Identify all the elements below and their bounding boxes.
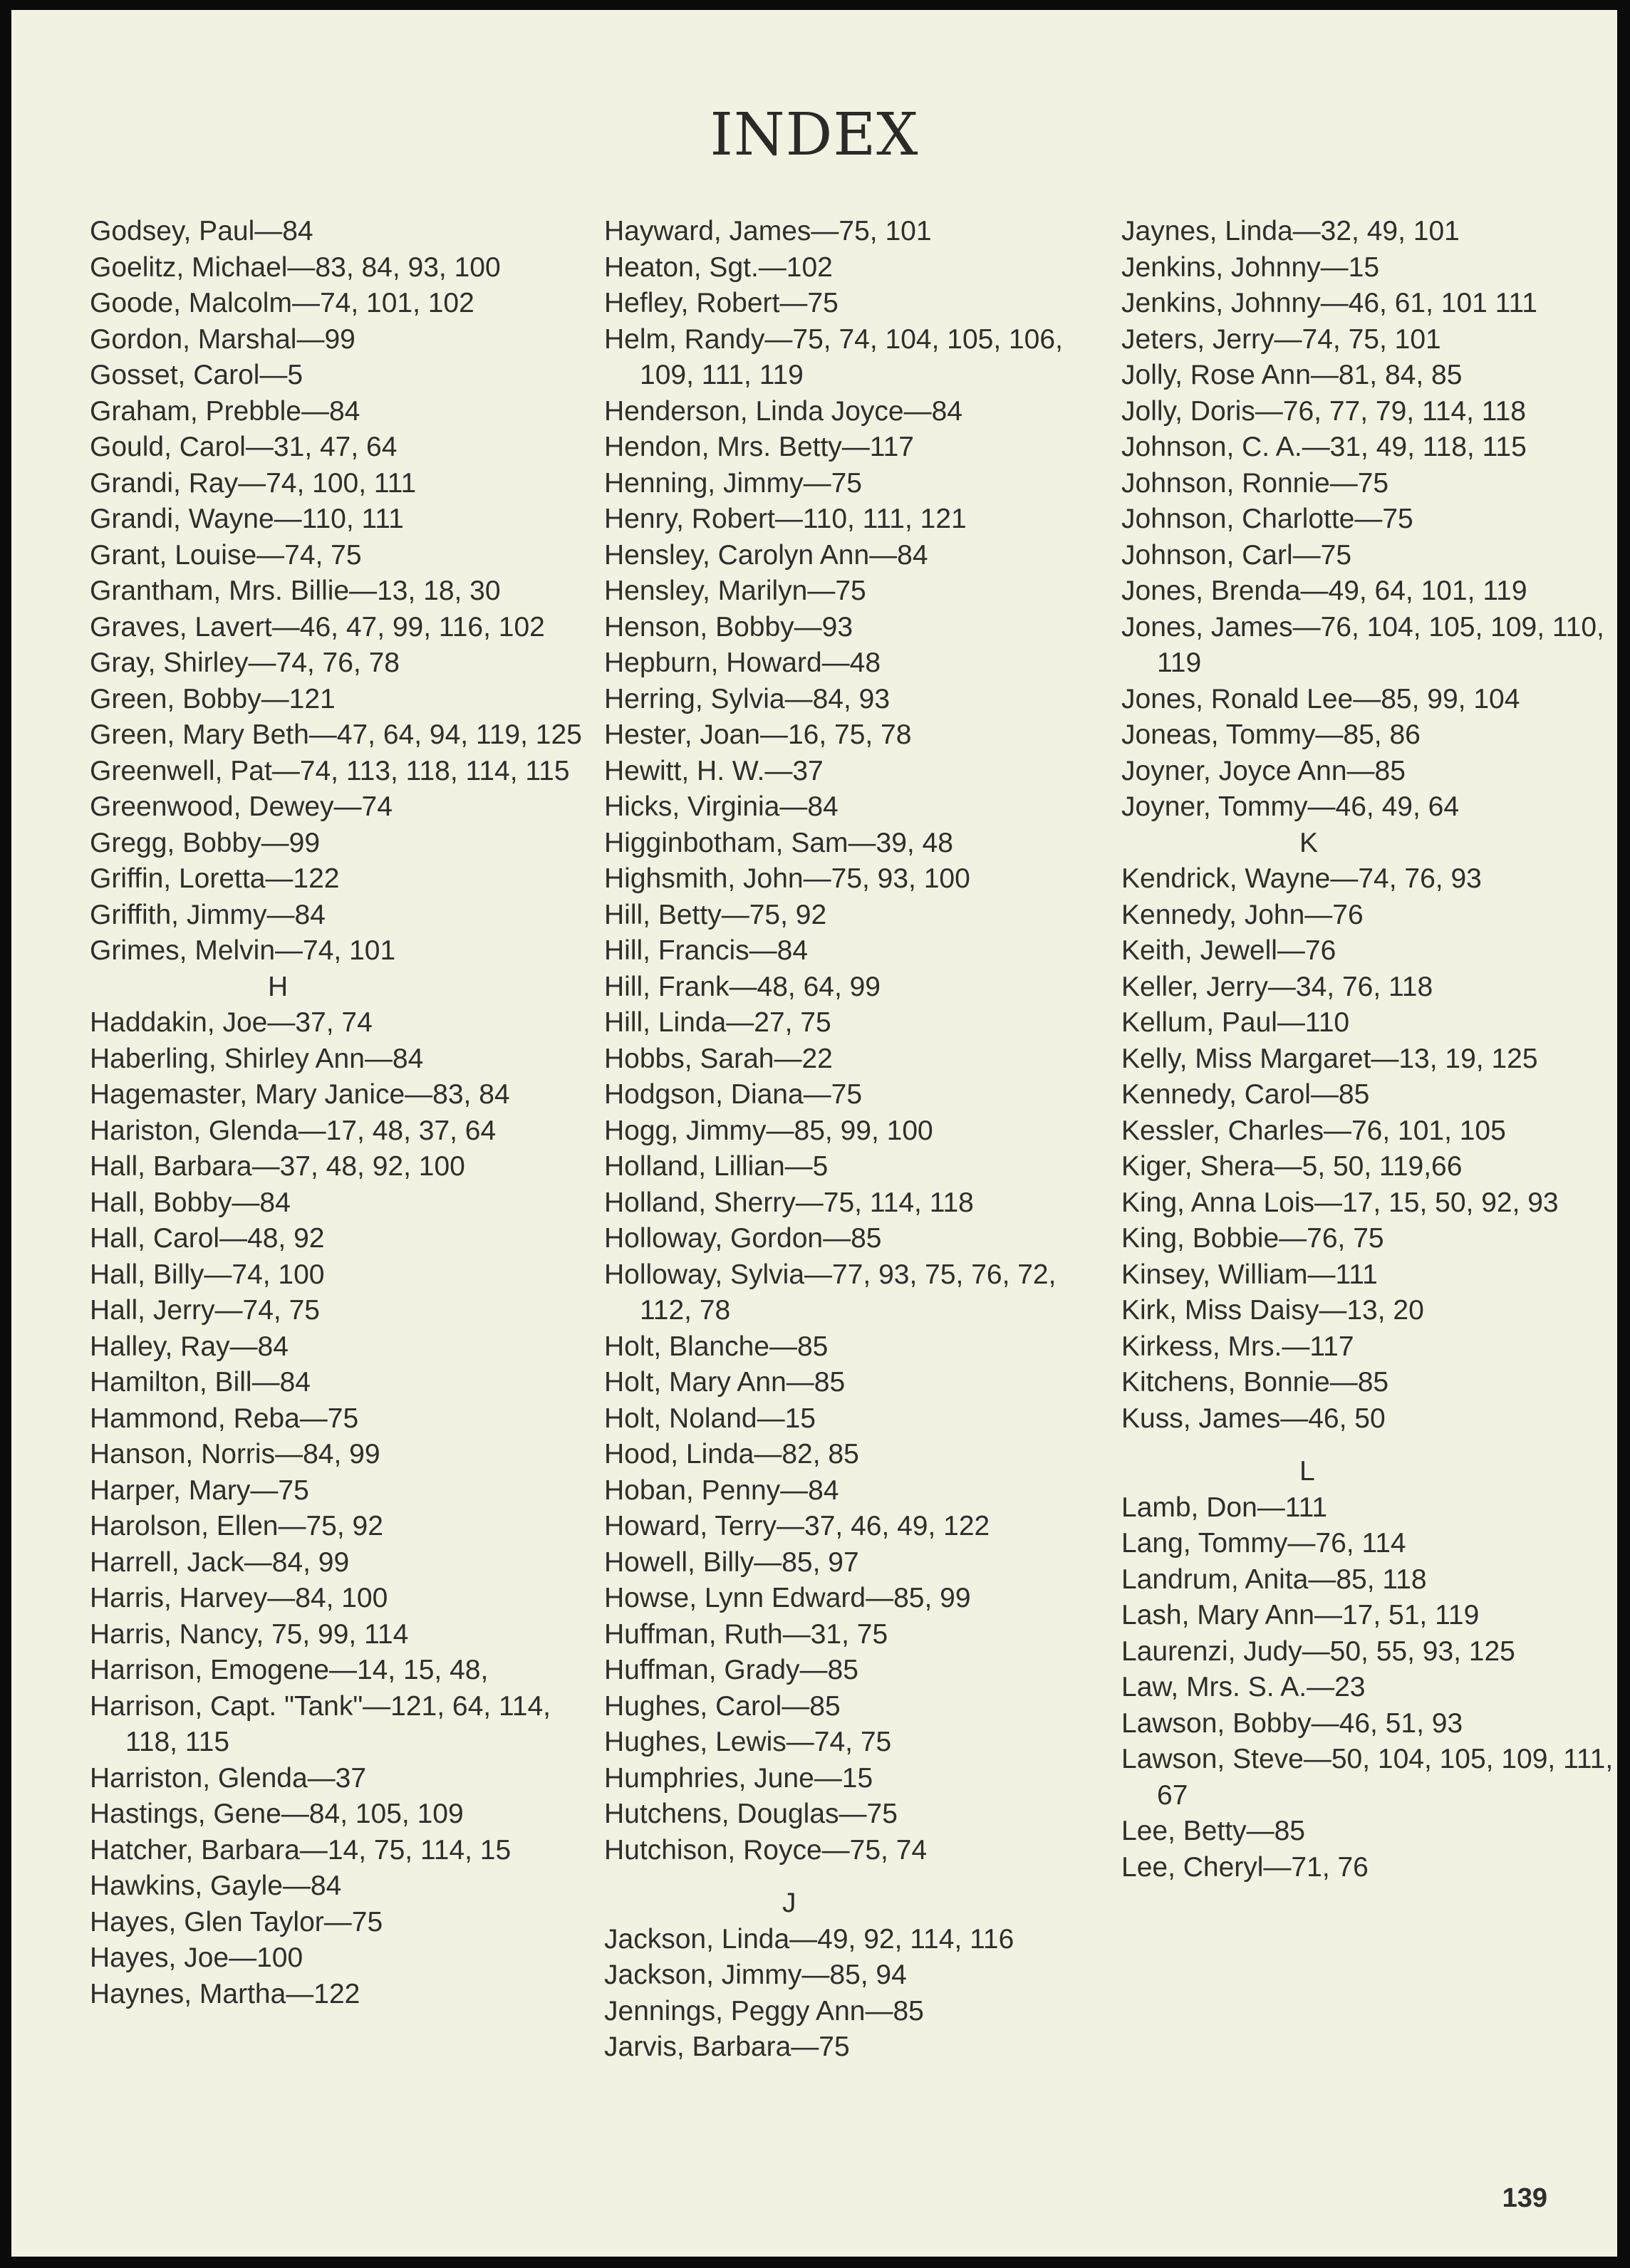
index-entry: Hamilton, Bill—84 — [90, 1367, 311, 1398]
index-entry: Huffman, Grady—85 — [604, 1655, 858, 1685]
index-entry: Grant, Louise—74, 75 — [90, 539, 362, 571]
index-entry: Huffman, Ruth—31, 75 — [604, 1618, 888, 1650]
index-entry: Harris, Harvey—84, 100 — [90, 1583, 388, 1613]
index-entry: Kennedy, John—76 — [1121, 899, 1364, 930]
index-entry: Hill, Betty—75, 92 — [604, 899, 827, 930]
index-entry: Hill, Linda—27, 75 — [604, 1007, 831, 1038]
index-entry: Gordon, Marshal—99 — [90, 323, 355, 355]
index-entry: Hutchison, Royce—75, 74 — [604, 1834, 928, 1866]
index-entry: Jackson, Jimmy—85, 94 — [604, 1960, 907, 1990]
index-entry: Jarvis, Barbara—75 — [604, 2032, 850, 2062]
index-entry: Hall, Carol—48, 92 — [90, 1223, 325, 1254]
section-letter: J — [782, 1888, 796, 1918]
index-entry: Haberling, Shirley Ann—84 — [90, 1043, 424, 1074]
index-entry: Grandi, Wayne—110, 111 — [90, 504, 404, 534]
index-entry: King, Anna Lois—17, 15, 50, 92, 93 — [1121, 1187, 1559, 1218]
index-entry: Hariston, Glenda—17, 48, 37, 64 — [90, 1115, 497, 1146]
index-entry: Halley, Ray—84 — [90, 1331, 289, 1362]
index-entry: Joyner, Joyce Ann—85 — [1121, 755, 1406, 786]
index-entry: Graham, Prebble—84 — [90, 395, 360, 427]
index-entry: Hester, Joan—16, 75, 78 — [604, 719, 912, 750]
index-entry: Hughes, Lewis—74, 75 — [604, 1727, 892, 1757]
index-entry: Jenkins, Johnny—15 — [1121, 251, 1380, 283]
index-entry: Kinsey, William—111 — [1121, 1259, 1378, 1290]
index-entry: Humphries, June—15 — [604, 1762, 873, 1794]
section-gap — [1121, 1437, 1620, 1454]
index-entry: Hughes, Carol—85 — [604, 1690, 841, 1722]
index-entry: Lawson, Bobby—46, 51, 93 — [1121, 1707, 1463, 1739]
index-entry: Hobbs, Sarah—22 — [604, 1043, 833, 1074]
index-entry: Godsey, Paul—84 — [90, 216, 313, 246]
index-entry: Henson, Bobby—93 — [604, 611, 853, 643]
index-entry: Helm, Randy—75, 74, 104, 105, 106, 109, 111, 119 — [604, 323, 1063, 390]
index-entry: Johnson, C. A.—31, 49, 118, 115 — [1121, 432, 1527, 462]
index-entry: Holt, Blanche—85 — [604, 1331, 829, 1362]
index-entry: Jackson, Linda—49, 92, 114, 116 — [604, 1923, 1014, 1955]
index-entry: Harrell, Jack—84, 99 — [90, 1546, 350, 1578]
index-entry: Hagemaster, Mary Janice—83, 84 — [90, 1079, 510, 1110]
index-entry: Harrison, Emogene—14, 15, 48, — [90, 1655, 489, 1685]
index-entry: Hayes, Glen Taylor—75 — [90, 1906, 383, 1937]
index-entry: Kuss, James—46, 50 — [1121, 1403, 1386, 1434]
page-number: 139 — [1502, 2183, 1547, 2213]
index-entry: Kendrick, Wayne—74, 76, 93 — [1121, 863, 1482, 894]
index-entry: Joneas, Tommy—85, 86 — [1121, 719, 1421, 750]
index-entry: King, Bobbie—76, 75 — [1121, 1223, 1384, 1254]
index-entry: Jenkins, Johnny—46, 61, 101 111 — [1121, 288, 1537, 318]
index-entry: Lee, Betty—85 — [1121, 1816, 1305, 1846]
index-entry: Hanson, Norris—84, 99 — [90, 1439, 380, 1469]
index-entry: Grantham, Mrs. Billie—13, 18, 30 — [90, 576, 501, 606]
index-entry: Hepburn, Howard—48 — [604, 647, 881, 678]
index-entry: Hall, Barbara—37, 48, 92, 100 — [90, 1151, 465, 1182]
index-entry: Hefley, Robert—75 — [604, 288, 839, 318]
index-entry: Jennings, Peggy Ann—85 — [604, 1995, 924, 2027]
index-entry: Keith, Jewell—76 — [1121, 935, 1336, 966]
index-entry: Howse, Lynn Edward—85, 99 — [604, 1583, 971, 1613]
index-entry: Keller, Jerry—34, 76, 118 — [1121, 971, 1433, 1002]
index-entry: Henning, Jimmy—75 — [604, 467, 862, 499]
index-entry: Jones, Brenda—49, 64, 101, 119 — [1121, 576, 1527, 606]
index-entry: Hayes, Joe—100 — [90, 1942, 303, 1973]
index-entry: Harrison, Capt. "Tank"—121, 64, 114, 118, 115 — [90, 1690, 551, 1757]
index-entry: Goelitz, Michael—83, 84, 93, 100 — [90, 251, 501, 283]
index-entry: Johnson, Carl—75 — [1121, 539, 1352, 571]
index-entry: Lang, Tommy—76, 114 — [1121, 1528, 1406, 1559]
index-entry: Laurenzi, Judy—50, 55, 93, 125 — [1121, 1635, 1515, 1667]
index-entry: Haynes, Martha—122 — [90, 1978, 360, 2009]
index-entry: Hall, Billy—74, 100 — [90, 1259, 325, 1290]
index-entry: Hoban, Penny—84 — [604, 1474, 839, 1506]
index-entry: Lamb, Don—111 — [1121, 1492, 1328, 1523]
index-entry: Jolly, Rose Ann—81, 84, 85 — [1121, 360, 1463, 390]
index-entry: Hood, Linda—82, 85 — [604, 1439, 859, 1469]
index-entry: Gould, Carol—31, 47, 64 — [90, 432, 398, 462]
section-letter: L — [1299, 1456, 1315, 1487]
index-column-1 — [90, 214, 588, 2012]
index-entry: Higginbotham, Sam—39, 48 — [604, 827, 953, 858]
index-entry: Landrum, Anita—85, 118 — [1121, 1564, 1427, 1595]
section-letter: H — [268, 971, 289, 1002]
index-column-3 — [1121, 214, 1620, 1885]
index-entry: Hodgson, Diana—75 — [604, 1079, 863, 1110]
index-entry: Hawkins, Gayle—84 — [90, 1871, 342, 1901]
index-entry: Kelly, Miss Margaret—13, 19, 125 — [1121, 1043, 1538, 1074]
index-entry: Jeters, Jerry—74, 75, 101 — [1121, 323, 1441, 355]
index-entry: Lee, Cheryl—71, 76 — [1121, 1851, 1369, 1883]
index-entry: Kirk, Miss Daisy—13, 20 — [1121, 1295, 1424, 1326]
index-entry: Hammond, Reba—75 — [90, 1403, 359, 1434]
index-entry: Hayward, James—75, 101 — [604, 216, 932, 246]
index-entry: Gregg, Bobby—99 — [90, 827, 321, 858]
index-entry: Hastings, Gene—84, 105, 109 — [90, 1799, 464, 1829]
index-entry: Jones, Ronald Lee—85, 99, 104 — [1121, 683, 1520, 714]
index-entry: Grandi, Ray—74, 100, 111 — [90, 467, 417, 499]
index-entry: Harris, Nancy, 75, 99, 114 — [90, 1618, 409, 1650]
index-entry: Heaton, Sgt.—102 — [604, 251, 833, 283]
index-entry: Jones, James—76, 104, 105, 109, 110, 119 — [1121, 611, 1604, 678]
index-entry: Law, Mrs. S. A.—23 — [1121, 1672, 1366, 1702]
index-entry: Haddakin, Joe—37, 74 — [90, 1007, 373, 1038]
index-entry: Green, Bobby—121 — [90, 683, 336, 714]
index-entry: Kiger, Shera—5, 50, 119,66 — [1121, 1151, 1463, 1182]
index-entry: Holloway, Gordon—85 — [604, 1223, 882, 1254]
page-title: INDEX — [710, 101, 919, 169]
index-entry: Harper, Mary—75 — [90, 1474, 309, 1506]
index-entry: Hensley, Marilyn—75 — [604, 576, 866, 606]
index-entry: Howard, Terry—37, 46, 49, 122 — [604, 1511, 990, 1541]
index-entry: Kellum, Paul—110 — [1121, 1007, 1350, 1038]
index-page — [11, 10, 1617, 2257]
index-entry: Green, Mary Beth—47, 64, 94, 119, 125 — [90, 719, 582, 750]
index-entry: Hutchens, Douglas—75 — [604, 1799, 898, 1829]
index-entry: Hall, Jerry—74, 75 — [90, 1295, 320, 1326]
index-entry: Hensley, Carolyn Ann—84 — [604, 539, 928, 571]
index-entry: Gosset, Carol—5 — [90, 360, 303, 390]
section-gap — [604, 1868, 1103, 1885]
index-entry: Hewitt, H. W.—37 — [604, 755, 824, 786]
index-entry: Griffith, Jimmy—84 — [90, 899, 326, 930]
index-entry: Greenwell, Pat—74, 113, 118, 114, 115 — [90, 755, 570, 786]
index-entry: Gray, Shirley—74, 76, 78 — [90, 647, 400, 678]
index-entry: Jolly, Doris—76, 77, 79, 114, 118 — [1121, 395, 1526, 427]
index-entry: Lash, Mary Ann—17, 51, 119 — [1121, 1600, 1480, 1630]
index-entry: Johnson, Charlotte—75 — [1121, 504, 1413, 534]
index-entry: Hendon, Mrs. Betty—117 — [604, 432, 914, 462]
index-entry: Kirkess, Mrs.—117 — [1121, 1331, 1354, 1362]
index-entry: Howell, Billy—85, 97 — [604, 1546, 859, 1578]
index-entry: Grimes, Melvin—74, 101 — [90, 935, 396, 966]
index-entry: Harriston, Glenda—37 — [90, 1762, 367, 1794]
index-entry: Harolson, Ellen—75, 92 — [90, 1511, 383, 1541]
index-entry: Hill, Frank—48, 64, 99 — [604, 971, 881, 1002]
index-entry: Jaynes, Linda—32, 49, 101 — [1121, 216, 1460, 246]
index-entry: Hatcher, Barbara—14, 75, 114, 15 — [90, 1834, 512, 1866]
index-entry: Holt, Noland—15 — [604, 1403, 816, 1434]
index-entry: Johnson, Ronnie—75 — [1121, 467, 1389, 499]
index-column-2 — [604, 214, 1103, 2066]
index-entry: Holland, Sherry—75, 114, 118 — [604, 1187, 974, 1218]
index-entry: Herring, Sylvia—84, 93 — [604, 683, 891, 714]
index-entry: Hicks, Virginia—84 — [604, 791, 839, 822]
index-entry: Griffin, Loretta—122 — [90, 863, 340, 894]
index-entry: Henderson, Linda Joyce—84 — [604, 395, 962, 427]
index-entry: Kennedy, Carol—85 — [1121, 1079, 1370, 1110]
index-entry: Holt, Mary Ann—85 — [604, 1367, 846, 1398]
index-entry: Hogg, Jimmy—85, 99, 100 — [604, 1115, 933, 1146]
index-entry: Joyner, Tommy—46, 49, 64 — [1121, 791, 1460, 822]
index-entry: Holland, Lillian—5 — [604, 1151, 829, 1182]
index-entry: Hall, Bobby—84 — [90, 1187, 291, 1218]
index-entry: Kitchens, Bonnie—85 — [1121, 1367, 1389, 1398]
index-entry: Henry, Robert—110, 111, 121 — [604, 504, 967, 534]
index-entry: Highsmith, John—75, 93, 100 — [604, 863, 970, 894]
index-entry: Kessler, Charles—76, 101, 105 — [1121, 1115, 1506, 1146]
section-letter: K — [1299, 827, 1319, 858]
index-entry: Graves, Lavert—46, 47, 99, 116, 102 — [90, 611, 545, 643]
index-entry: Holloway, Sylvia—77, 93, 75, 76, 72, 112, 78 — [604, 1259, 1057, 1326]
index-entry: Greenwood, Dewey—74 — [90, 791, 393, 822]
index-entry: Goode, Malcolm—74, 101, 102 — [90, 288, 474, 318]
index-entry: Hill, Francis—84 — [604, 935, 809, 966]
index-entry: Lawson, Steve—50, 104, 105, 109, 111, 67 — [1121, 1744, 1614, 1811]
